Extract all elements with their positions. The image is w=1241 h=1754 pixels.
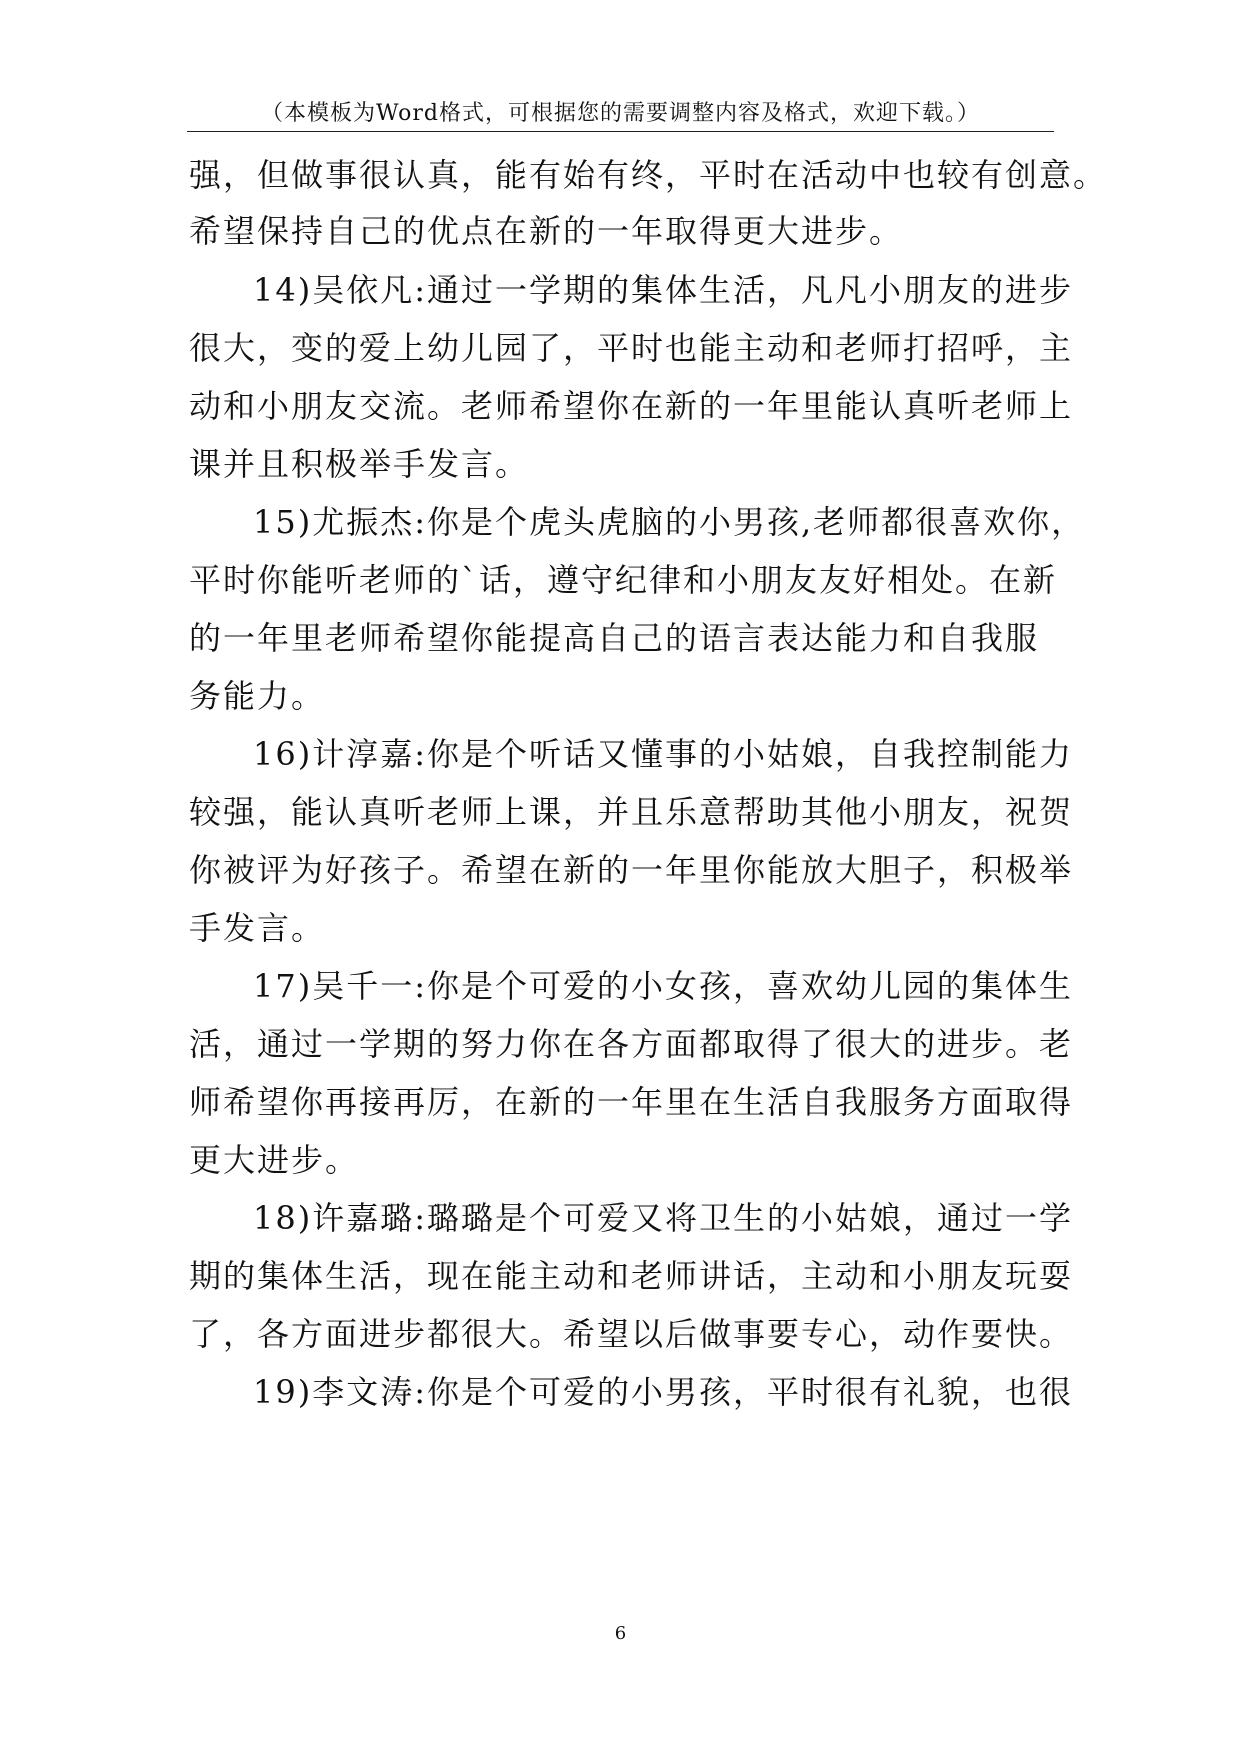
text-line: 手发言。 xyxy=(189,909,326,947)
text-line: 17)吴千一:你是个可爱的小女孩，喜欢幼儿园的集体生 xyxy=(253,967,1073,1005)
page-number: 6 xyxy=(614,1623,627,1644)
text-line: 师希望你再接再厉，在新的一年里在生活自我服务方面取得 xyxy=(189,1083,1074,1121)
text-line: 你被评为好孩子。希望在新的一年里你能放大胆子，积极举 xyxy=(189,851,1074,889)
text-line: 很大，变的爱上幼儿园了，平时也能主动和老师打招呼，主 xyxy=(189,329,1074,367)
text-line: 了，各方面进步都很大。希望以后做事要专心，动作要快。 xyxy=(189,1315,1074,1353)
text-line: 课并且积极举手发言。 xyxy=(189,445,530,483)
text-line: 18)许嘉璐:璐璐是个可爱又将卫生的小姑娘，通过一学 xyxy=(253,1199,1073,1237)
text-line: 更大进步。 xyxy=(189,1141,360,1179)
text-line: 16)计淳嘉:你是个听话又懂事的小姑娘，自我控制能力 xyxy=(253,735,1073,773)
text-line: 较强，能认真听老师上课，并且乐意帮助其他小朋友，祝贺 xyxy=(189,793,1074,831)
text-line: 活，通过一学期的努力你在各方面都取得了很大的进步。老 xyxy=(189,1025,1074,1063)
text-line: 动和小朋友交流。老师希望你在新的一年里能认真听老师上 xyxy=(189,387,1074,425)
text-line: 19)李文涛:你是个可爱的小男孩，平时很有礼貌，也很 xyxy=(253,1373,1073,1411)
text-line: 希望保持自己的优点在新的一年取得更大进步。 xyxy=(189,212,904,250)
header-rule xyxy=(187,131,1054,132)
text-line: 务能力。 xyxy=(189,677,326,715)
text-line: 的一年里老师希望你能提高自己的语言表达能力和自我服 xyxy=(189,619,1040,657)
text-line: 期的集体生活，现在能主动和老师讲话，主动和小朋友玩耍 xyxy=(189,1257,1074,1295)
text-line: 14)吴依凡:通过一学期的集体生活，凡凡小朋友的进步 xyxy=(253,271,1073,309)
header-note: （本模板为Word格式，可根据您的需要调整内容及格式，欢迎下载。） xyxy=(261,101,980,126)
text-line: 强，但做事很认真，能有始有终，平时在活动中也较有创意。 xyxy=(189,156,1108,194)
text-line: 平时你能听老师的`话，遵守纪律和小朋友友好相处。在新 xyxy=(189,561,1058,599)
text-line: 15)尤振杰:你是个虎头虎脑的小男孩,老师都很喜欢你， xyxy=(253,503,1086,541)
